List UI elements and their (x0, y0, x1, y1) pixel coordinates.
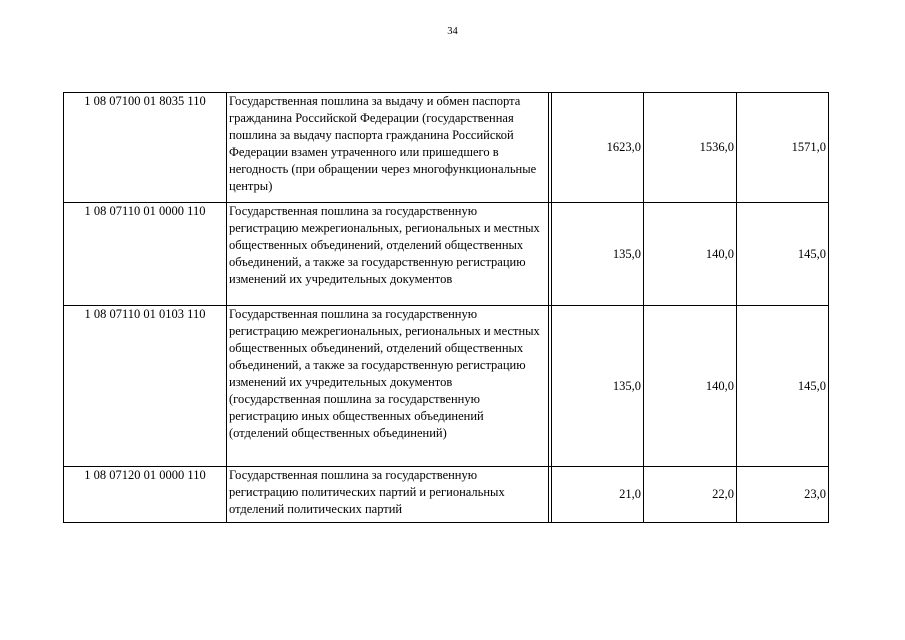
value-cell-year-1: 135,0 (552, 306, 644, 467)
value-cell-year-1: 1623,0 (552, 93, 644, 203)
budget-code-cell: 1 08 07110 01 0103 110 (64, 306, 227, 467)
description-cell: Государственная пошлина за государственную регистрацию политических партий и региональных отделений политических партий (227, 467, 549, 523)
value-cell-year-2: 140,0 (644, 306, 737, 467)
budget-code-cell: 1 08 07120 01 0000 110 (64, 467, 227, 523)
table-row (64, 93, 829, 203)
revenue-table (63, 92, 829, 523)
value-cell-year-2: 140,0 (644, 203, 737, 306)
value-cell-year-3: 145,0 (737, 306, 829, 467)
description-cell: Государственная пошлина за государственную регистрацию межрегиональных, региональных и местных общественных объединений, отделений общественных объединений, а также за государственную регистрацию изменений их учредительных документов (227, 203, 549, 306)
budget-code-cell: 1 08 07110 01 0000 110 (64, 203, 227, 306)
value-cell-year-1: 135,0 (552, 203, 644, 306)
page-number: 34 (447, 26, 458, 37)
value-cell-year-1: 21,0 (552, 467, 644, 523)
table-row (64, 306, 829, 467)
value-cell-year-2: 22,0 (644, 467, 737, 523)
value-cell-year-2: 1536,0 (644, 93, 737, 203)
budget-code-cell: 1 08 07100 01 8035 110 (64, 93, 227, 203)
value-cell-year-3: 23,0 (737, 467, 829, 523)
value-cell-year-3: 145,0 (737, 203, 829, 306)
table-row (64, 203, 829, 306)
value-cell-year-3: 1571,0 (737, 93, 829, 203)
table-row (64, 467, 829, 523)
description-cell: Государственная пошлина за государственную регистрацию межрегиональных, региональных и местных общественных объединений, отделений общественных объединений, а также за государственную регистрацию изменений их учредительных документов (государственная пошлина за государственную регистрацию иных общественных объединений (отделений общественных объединений) (227, 306, 549, 467)
description-cell: Государственная пошлина за выдачу и обмен паспорта гражданина Российской Федерации (государственная пошлина за выдачу паспорта гражданина Российской Федерации взамен утраченного или пришедшего в негодность (при обращении через многофункциональные центры) (227, 93, 549, 203)
